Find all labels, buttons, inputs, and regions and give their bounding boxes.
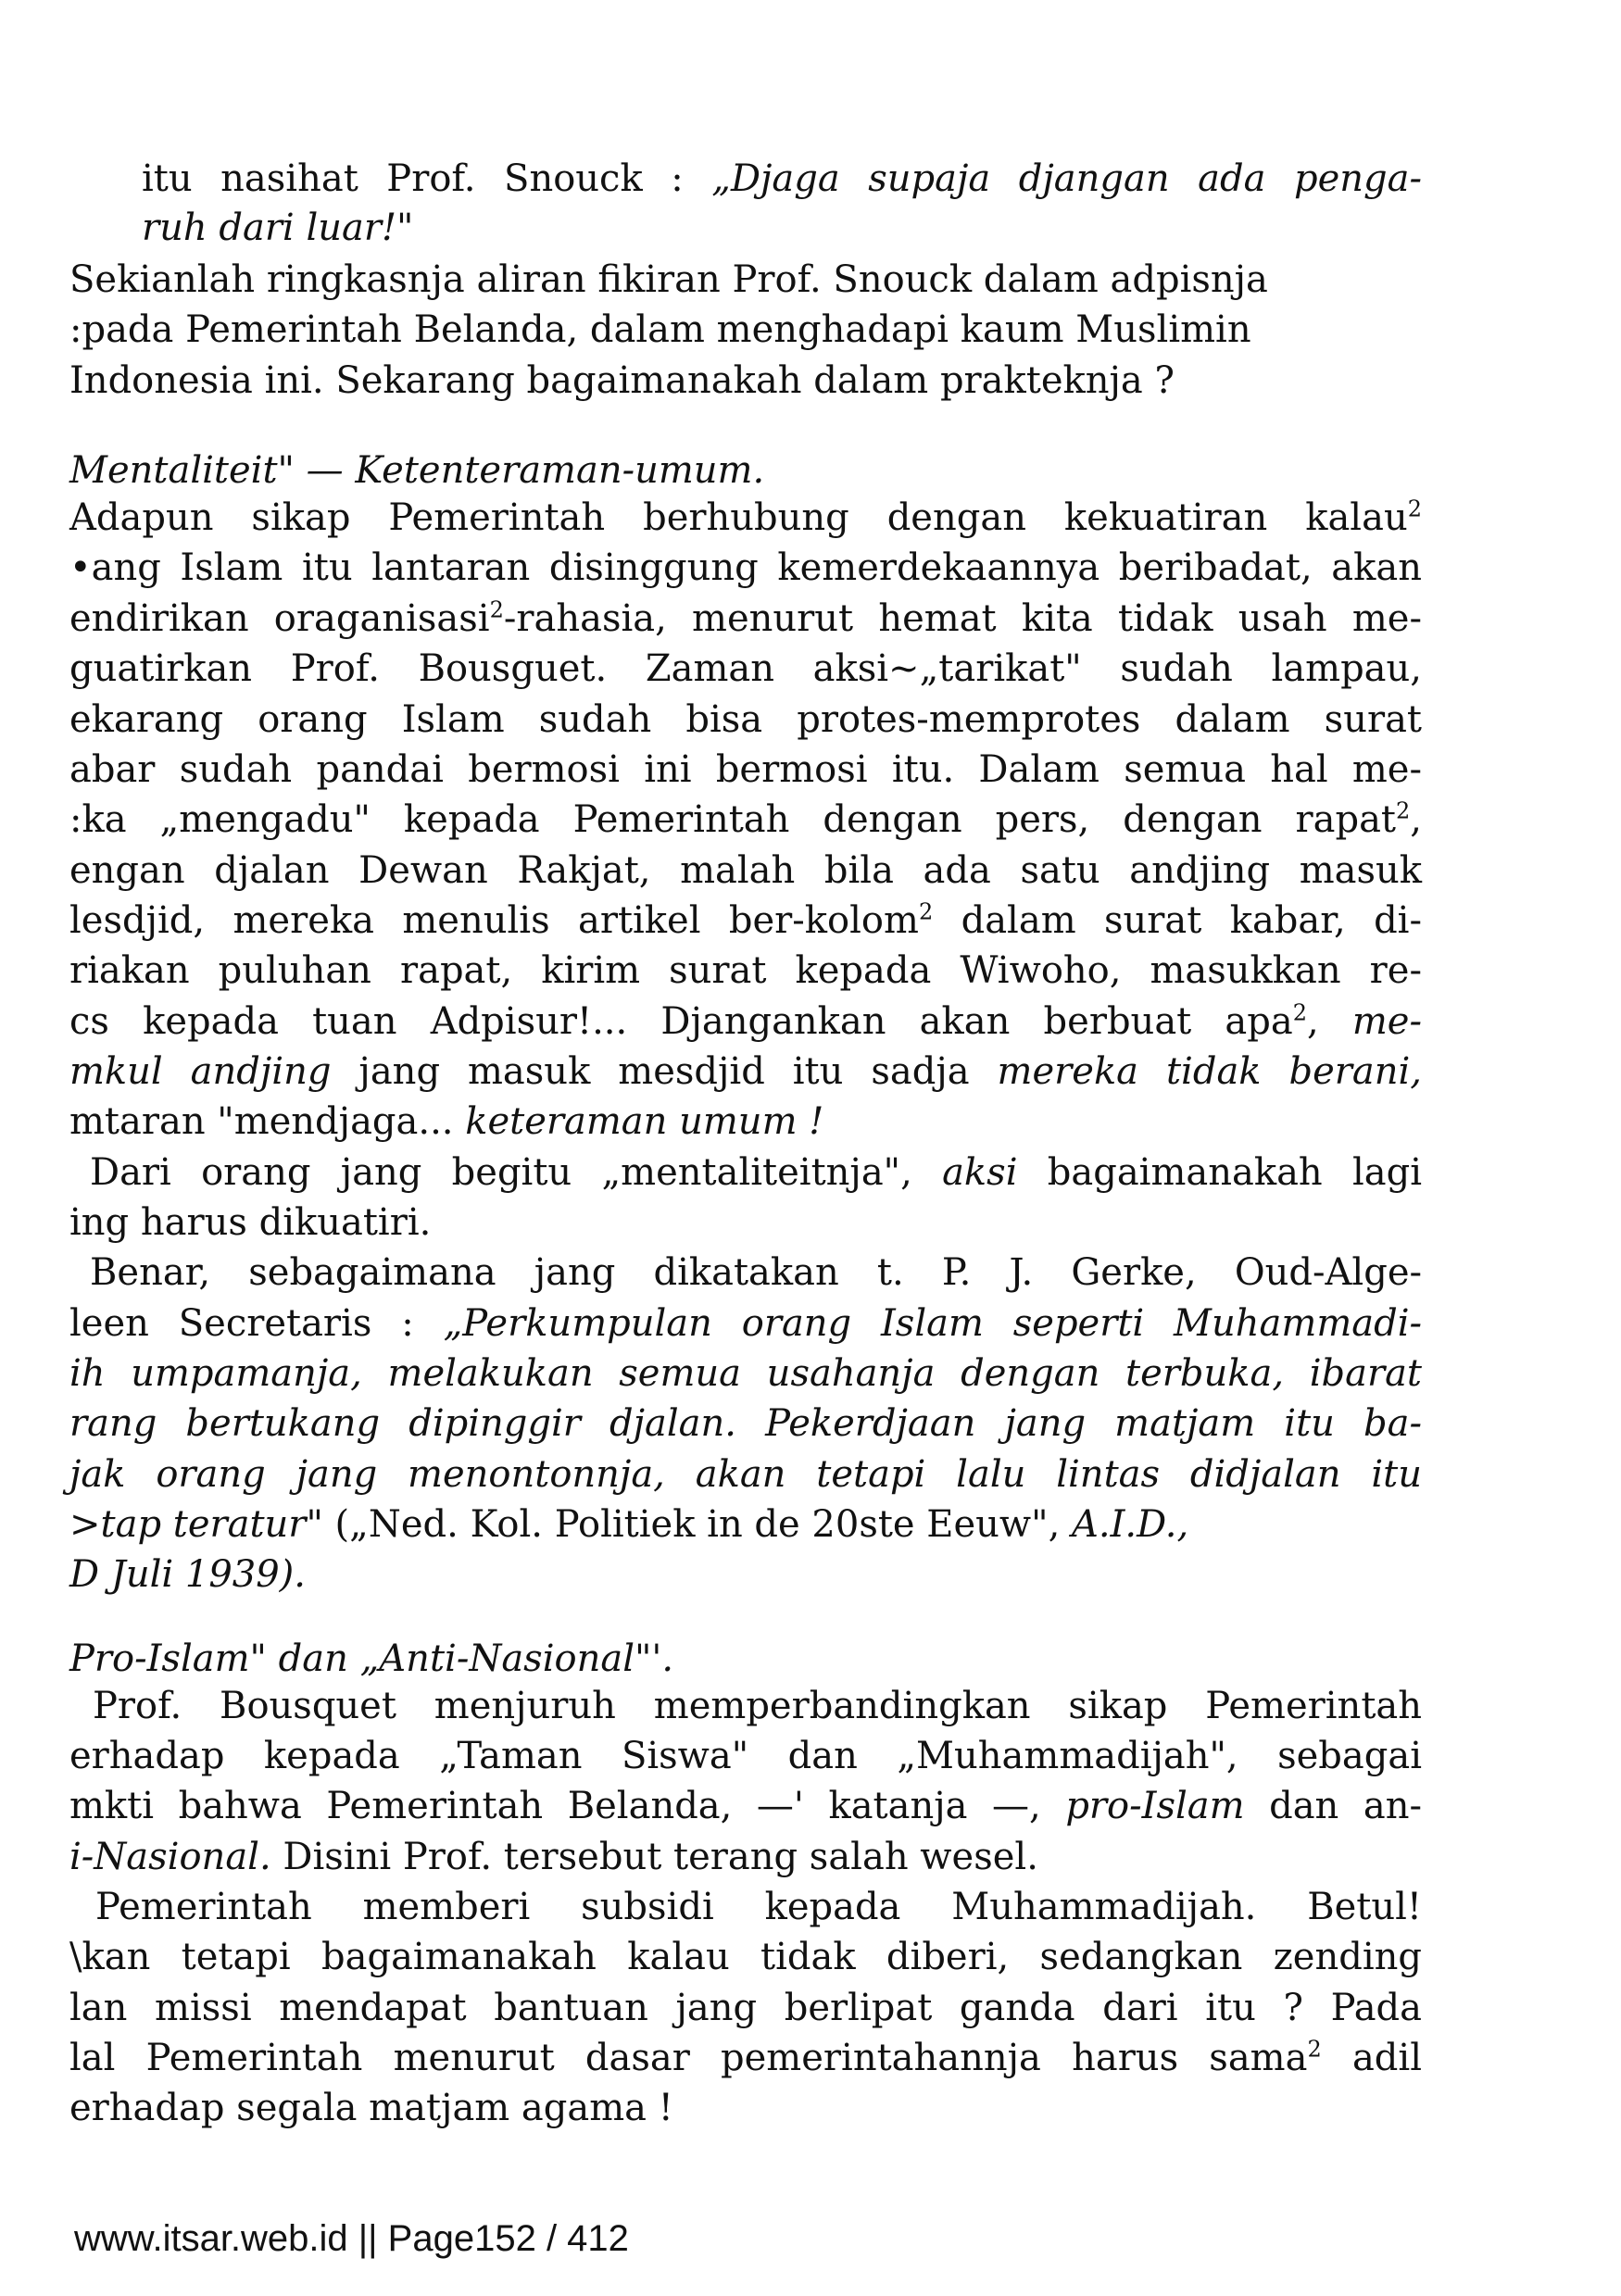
page-footer: www.itsar.web.id || Page152 / 412 [74, 2218, 629, 2259]
text-line [69, 2085, 673, 2131]
text-segment: \kan tetapi bagaimanakah kalau tidak diberi, sedangkan zending [69, 1936, 1422, 1978]
text-line [69, 696, 1422, 743]
text-line [142, 205, 413, 251]
text-segment: lesdjid, mereka menulis artikel ber-kolom [69, 899, 919, 942]
text-segment: adil [1321, 2037, 1422, 2079]
text-segment: -rahasia, menurut hemat kita tidak usah me- [503, 597, 1422, 640]
text-segment: jang masuk mesdjid itu sadja [331, 1050, 998, 1093]
text-segment: me- [1351, 1000, 1422, 1043]
text-segment: " („Ned. Kol. Politiek in de 20ste Eeuw", [306, 1503, 1072, 1546]
text-segment: lan missi mendapat bantuan jang berlipat ganda dari itu ? Pada [69, 1987, 1422, 2029]
text-segment: dalam surat kabar, di- [933, 899, 1422, 942]
text-segment: A.I.D., [1072, 1503, 1189, 1546]
text-segment: Mentaliteit" — Ketenteraman-umum. [69, 449, 765, 492]
superscript-mark: 2 [489, 596, 504, 623]
text-segment: endirikan oraganisasi [69, 597, 490, 640]
text-segment: " [396, 207, 414, 249]
text-line [69, 307, 1251, 353]
text-line [69, 545, 1422, 591]
text-line [69, 2035, 1422, 2081]
text-segment: i-Nasional. [69, 1836, 271, 1878]
text-line [93, 1683, 1422, 1729]
text-segment: „Djaga supaja djangan ada penga- [711, 157, 1422, 200]
superscript-mark: 2 [1292, 999, 1307, 1026]
text-line [142, 156, 1422, 202]
text-line [69, 1400, 1422, 1447]
text-line [69, 897, 1422, 944]
text-line [69, 947, 1422, 994]
text-segment: engan djalan Dewan Rakjat, malah bila ada satu andjing masuk [69, 849, 1422, 892]
text-line [69, 1350, 1422, 1397]
text-segment: erhadap segala matjam agama ! [69, 2087, 673, 2129]
text-segment: Sekianlah ringkasnja aliran fikiran Prof. Snouck dalam adpisnja [69, 258, 1268, 301]
text-segment: :ka „mengadu" kepada Pemerintah dengan pers, dengan rapat [69, 798, 1396, 841]
text-line [69, 1501, 1188, 1548]
text-segment: Disini Prof. tersebut terang salah wesel. [270, 1836, 1038, 1878]
superscript-mark: 2 [1307, 2036, 1322, 2063]
text-segment: Benar, sebagaimana jang dikatakan t. P. J. Gerke, Oud-Alge- [90, 1251, 1422, 1294]
text-segment: itu nasihat Prof. Snouck : [142, 157, 712, 200]
superscript-mark: 2 [1407, 496, 1422, 522]
text-segment: , [1410, 798, 1422, 841]
text-segment: jak orang jang menontonnja, akan tetapi lalu lintas didjalan itu [69, 1453, 1422, 1496]
text-line [69, 358, 1175, 404]
text-line [69, 257, 1268, 303]
superscript-mark: 2 [1396, 797, 1411, 824]
text-line [69, 1199, 431, 1246]
text-segment: pro-Islam [1065, 1785, 1245, 1827]
text-segment: dan an- [1244, 1785, 1422, 1827]
text-segment: abar sudah pandai bermosi ini bermosi itu. Dalam semua hal me- [69, 748, 1422, 791]
text-segment: mkul andjing [69, 1050, 332, 1093]
text-line [69, 998, 1422, 1045]
text-line [95, 1884, 1422, 1930]
text-segment: mkti bahwa Pemerintah Belanda, —' katanja —, [69, 1785, 1066, 1827]
text-segment: Indonesia ini. Sekarang bagaimanakah dalam prakteknja ? [69, 359, 1175, 402]
text-segment: cs kepada tuan Adpisur!... Djangankan akan berbuat apa [69, 1000, 1293, 1043]
text-line [69, 646, 1422, 692]
text-segment: guatirkan Prof. Bousguet. Zaman aksi~„tarikat" sudah lampau, [69, 647, 1422, 690]
text-segment: Pemerintah memberi subsidi kepada Muhammadijah. Betul! [95, 1886, 1422, 1928]
text-line [69, 1733, 1422, 1779]
superscript-mark: 2 [918, 898, 934, 925]
text-line [69, 797, 1422, 843]
text-line [69, 847, 1422, 894]
text-segment: „Perkumpulan orang Islam seperti Muhammadi- [443, 1302, 1423, 1345]
text-segment: bagaimanakah lagi [1017, 1151, 1422, 1194]
text-segment: ekarang orang Islam sudah bisa protes-memprotes dalam surat [69, 698, 1422, 741]
text-segment: ih umpamanja, melakukan semua usahanja dengan terbuka, ibarat [69, 1352, 1422, 1395]
text-segment: aksi [942, 1151, 1018, 1194]
section-heading [69, 447, 764, 494]
text-line [69, 596, 1422, 642]
text-segment: lal Pemerintah menurut dasar pemerintahannja harus sama [69, 2037, 1308, 2079]
text-line [90, 1149, 1422, 1196]
text-line [69, 1934, 1422, 1980]
text-segment: ing harus dikuatiri. [69, 1201, 432, 1244]
text-segment: D Juli 1939). [69, 1553, 306, 1596]
text-segment: Prof. Bousquet menjuruh memperbandingkan sikap Pemerintah [93, 1685, 1422, 1727]
text-line [69, 495, 1422, 541]
text-segment: Adapun sikap Pemerintah berhubung dengan kekuatiran kalau [69, 496, 1408, 539]
text-line [69, 1451, 1422, 1498]
text-line [69, 1300, 1422, 1347]
text-segment: leen Secretaris : [69, 1302, 444, 1345]
text-line [69, 1551, 306, 1598]
text-segment: erhadap kepada „Taman Siswa" dan „Muhammadijah", sebagai [69, 1735, 1422, 1777]
text-segment: mereka tidak berani, [997, 1050, 1423, 1093]
text-segment: , [1306, 1000, 1352, 1043]
text-line [69, 1985, 1422, 2031]
text-line [69, 747, 1422, 793]
text-segment: riakan puluhan rapat, kirim surat kepada Wiwoho, masukkan re- [69, 949, 1422, 992]
text-segment: >tap teratur [69, 1503, 307, 1546]
section-heading [69, 1636, 673, 1682]
text-segment: •ang Islam itu lantaran disinggung kemerdekaannya beribadat, akan [69, 546, 1422, 589]
text-segment: ruh dari luar! [142, 207, 397, 249]
text-line [90, 1249, 1422, 1296]
text-segment: :pada Pemerintah Belanda, dalam menghadapi kaum Muslimin [69, 308, 1251, 351]
text-line [69, 1834, 1038, 1880]
text-line [69, 1783, 1422, 1829]
text-segment: keteraman umum ! [465, 1100, 824, 1143]
text-segment: rang bertukang dipinggir djalan. Pekerdjaan jang matjam itu ba- [69, 1402, 1422, 1445]
text-segment: Pro-Islam" dan „Anti-Nasional"'. [69, 1637, 674, 1680]
text-line [69, 1098, 823, 1145]
text-segment: Dari orang jang begitu „mentaliteitnja", [90, 1151, 943, 1194]
text-segment: mtaran "mendjaga... [69, 1100, 466, 1143]
text-line [69, 1048, 1422, 1095]
